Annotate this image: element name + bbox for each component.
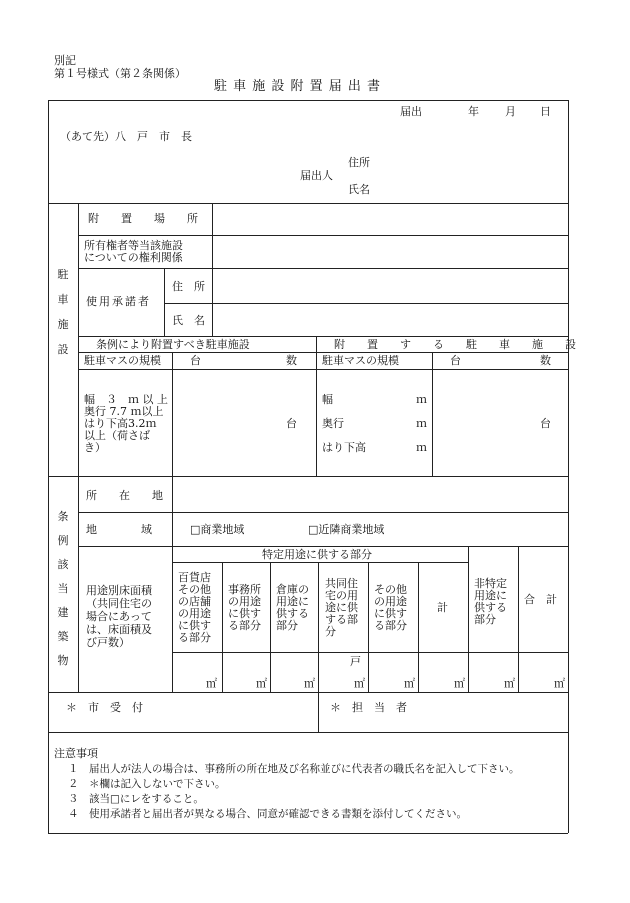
scale-label-right: 駐車マスの規模: [322, 354, 399, 367]
depth-label: 奥行: [322, 417, 344, 430]
floor-area-label: 用途別床面積 （共同住宅の 場合にあって は、床面積及 び戸数）: [86, 584, 152, 649]
col-warehouse: 倉庫の 用途に 供する 部分: [276, 583, 309, 632]
sqm-unit: ㎡: [354, 677, 365, 690]
name-label: 氏名: [348, 183, 370, 196]
rights-label: 所有権者等当該施設 についての権利関係: [84, 239, 183, 264]
count-label2-left: 台: [450, 354, 461, 367]
count-label-right: 数: [286, 354, 297, 367]
near-commercial-checkbox[interactable]: □近隣商業地域: [308, 523, 385, 536]
count-label-left: 台: [190, 354, 201, 367]
date-label: 届出: [400, 105, 422, 118]
col-store: 百貨店 その他 の店舗 の用途 に供す る部分: [178, 571, 211, 644]
sqm-unit: ㎡: [554, 677, 565, 690]
building-section-label: 条例該当建築物: [57, 510, 69, 667]
col-non-specific: 非特定 用途に 供する 部分: [474, 577, 507, 626]
sqm-unit: ㎡: [256, 677, 267, 690]
sqm-unit: ㎡: [206, 677, 217, 690]
col-office: 事務所 の用途 に供す る部分: [228, 583, 261, 632]
cars-unit: 台: [286, 417, 297, 430]
year-label: 年: [468, 105, 479, 118]
month-label: 月: [505, 105, 516, 118]
notes-heading: 注意事項: [54, 747, 98, 760]
specific-use-header: 特定用途に供する部分: [262, 548, 372, 561]
user-name-label: 氏 名: [172, 314, 205, 327]
meter-unit: ｍ: [416, 441, 427, 454]
area-label: 地 域: [86, 523, 152, 536]
provided-parking-header: 附 置 す る 駐 車 施 設: [334, 338, 576, 351]
applicant-label: 届出人: [300, 169, 333, 182]
note-item: ４ 使用承諾者と届出者が異なる場合、同意が確認できる書類を添付してください。: [68, 808, 467, 820]
sqm-unit: ㎡: [504, 677, 515, 690]
scale-label: 駐車マスの規模: [84, 354, 161, 367]
meter-unit: ｍ: [416, 417, 427, 430]
col-apartment: 共同住 宅の用 途に供 する部 分: [325, 577, 358, 638]
reception-label: ＊ 市 受 付: [66, 701, 143, 714]
page-title: 駐 車 施 設 附 置 届 出 書: [214, 79, 382, 94]
households-unit: 戸: [350, 655, 361, 668]
col-other: その他 の用途 に供す る部分: [374, 583, 407, 632]
user-address-label: 住 所: [172, 280, 205, 293]
meter-unit: ｍ: [416, 393, 427, 406]
col-subtotal: 計: [437, 601, 448, 614]
note-label: 別記: [54, 54, 76, 67]
form-number: 第１号様式（第２条関係）: [54, 67, 186, 80]
sqm-unit: ㎡: [454, 677, 465, 690]
note-item: ２ ＊欄は記入しないで下さい。: [68, 778, 226, 790]
note-item: ３ 該当□にレをすること。: [68, 793, 204, 805]
parking-section-label: 駐車施設: [57, 268, 69, 356]
user-label: 使用承諾者: [86, 295, 151, 308]
addressee: （あて先）八 戸 市 長: [60, 130, 192, 143]
site-label: 所 在 地: [86, 489, 163, 502]
required-parking-header: 条例により附置すべき駐車施設: [96, 338, 250, 351]
day-label: 日: [540, 105, 551, 118]
note-item: １ 届出人が法人の場合は、事務所の所在地及び名称並びに代表者の職氏名を記入して下さい。: [68, 763, 520, 775]
cars-unit: 台: [540, 417, 551, 430]
sqm-unit: ㎡: [304, 677, 315, 690]
size-spec: 幅 ３ ｍ 以 上 奥行 7.7 ｍ以上 はり下高3.2ｍ 以上（荷さば き）: [84, 393, 168, 454]
sqm-unit: ㎡: [404, 677, 415, 690]
location-label: 附 置 場 所: [88, 212, 198, 225]
commercial-checkbox[interactable]: □商業地域: [190, 523, 245, 536]
address-label: 住所: [348, 156, 370, 169]
beam-height-label: はり下高: [322, 441, 366, 454]
width-label: 幅: [322, 393, 333, 406]
count-label2-right: 数: [540, 354, 551, 367]
staff-label: ＊ 担 当 者: [330, 701, 407, 714]
col-total: 合 計: [524, 593, 557, 606]
